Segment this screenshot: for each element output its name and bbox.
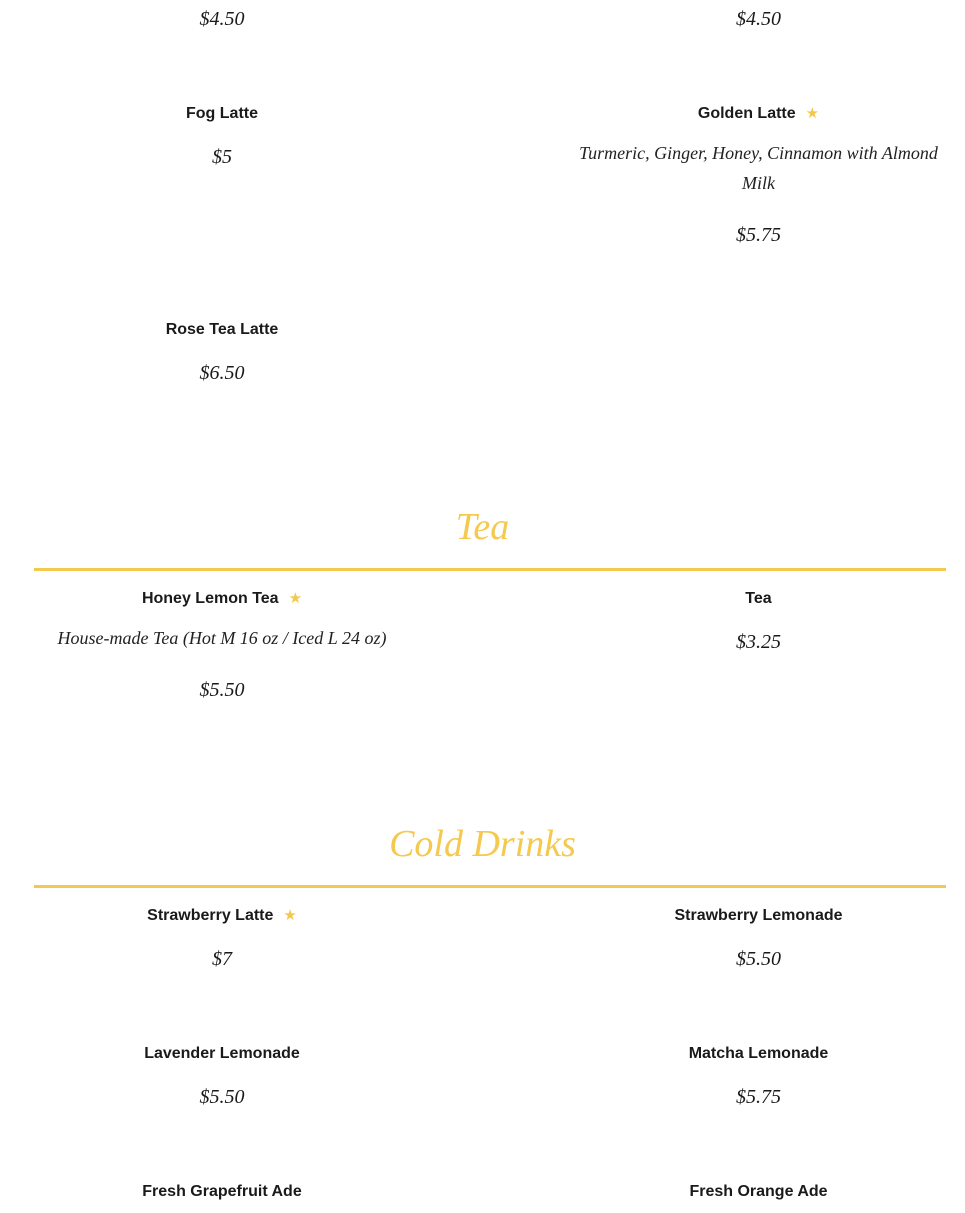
item-name: Tea xyxy=(745,590,772,607)
item-price: $5.75 xyxy=(736,224,781,246)
item-name: Matcha Lemonade xyxy=(688,1045,829,1062)
section-divider xyxy=(34,568,946,571)
item-name: Strawberry Latte xyxy=(147,907,274,924)
menu-item-honey-lemon-tea xyxy=(34,589,410,703)
item-name: Fresh Grapefruit Ade xyxy=(142,1183,302,1200)
item-description: Turmeric, Ginger, Honey, Cinnamon with Almond Milk xyxy=(579,143,938,193)
item-name: Fresh Orange Ade xyxy=(689,1183,828,1200)
menu-item-lavender-lemonade xyxy=(34,1044,410,1110)
item-price: $5.50 xyxy=(736,948,781,970)
item-price: $3.25 xyxy=(736,631,781,653)
item-name: Fog Latte xyxy=(186,105,258,122)
menu-item-golden-latte xyxy=(573,104,944,248)
star-icon: ★ xyxy=(283,906,297,924)
menu-item-fog-latte xyxy=(34,104,410,170)
menu-item-matcha-lemonade xyxy=(573,1044,944,1110)
section-divider xyxy=(34,885,946,888)
menu-item-fresh-grapefruit-ade xyxy=(34,1182,410,1202)
item-name: Strawberry Lemonade xyxy=(674,907,843,924)
item-name: Lavender Lemonade xyxy=(144,1045,300,1062)
item-name: Golden Latte xyxy=(697,105,796,122)
item-price: $5.50 xyxy=(199,679,245,701)
item-price: $5 xyxy=(212,146,232,168)
section-title-cold-drinks: Cold Drinks xyxy=(389,823,576,865)
star-icon: ★ xyxy=(805,104,820,122)
item-price: $5.50 xyxy=(199,1086,245,1108)
menu-item xyxy=(34,6,410,32)
menu-item-fresh-orange-ade xyxy=(573,1182,944,1202)
item-price: $7 xyxy=(212,948,232,970)
item-price: $4.50 xyxy=(736,8,781,30)
item-description: House-made Tea (Hot M 16 oz / Iced L 24 oz) xyxy=(57,628,387,648)
star-icon: ★ xyxy=(288,589,303,607)
item-price: $6.50 xyxy=(199,362,245,384)
menu-item-strawberry-lemonade xyxy=(573,906,944,972)
menu-item xyxy=(573,6,944,32)
item-price: $4.50 xyxy=(199,8,245,30)
menu-item-tea xyxy=(573,589,944,655)
menu-item-rose-tea-latte xyxy=(34,320,410,386)
item-price: $5.75 xyxy=(736,1086,781,1108)
item-name: Honey Lemon Tea xyxy=(141,590,279,607)
section-title-tea: Tea xyxy=(455,506,510,548)
menu-item-strawberry-latte xyxy=(34,906,410,972)
item-name: Rose Tea Latte xyxy=(165,321,279,338)
